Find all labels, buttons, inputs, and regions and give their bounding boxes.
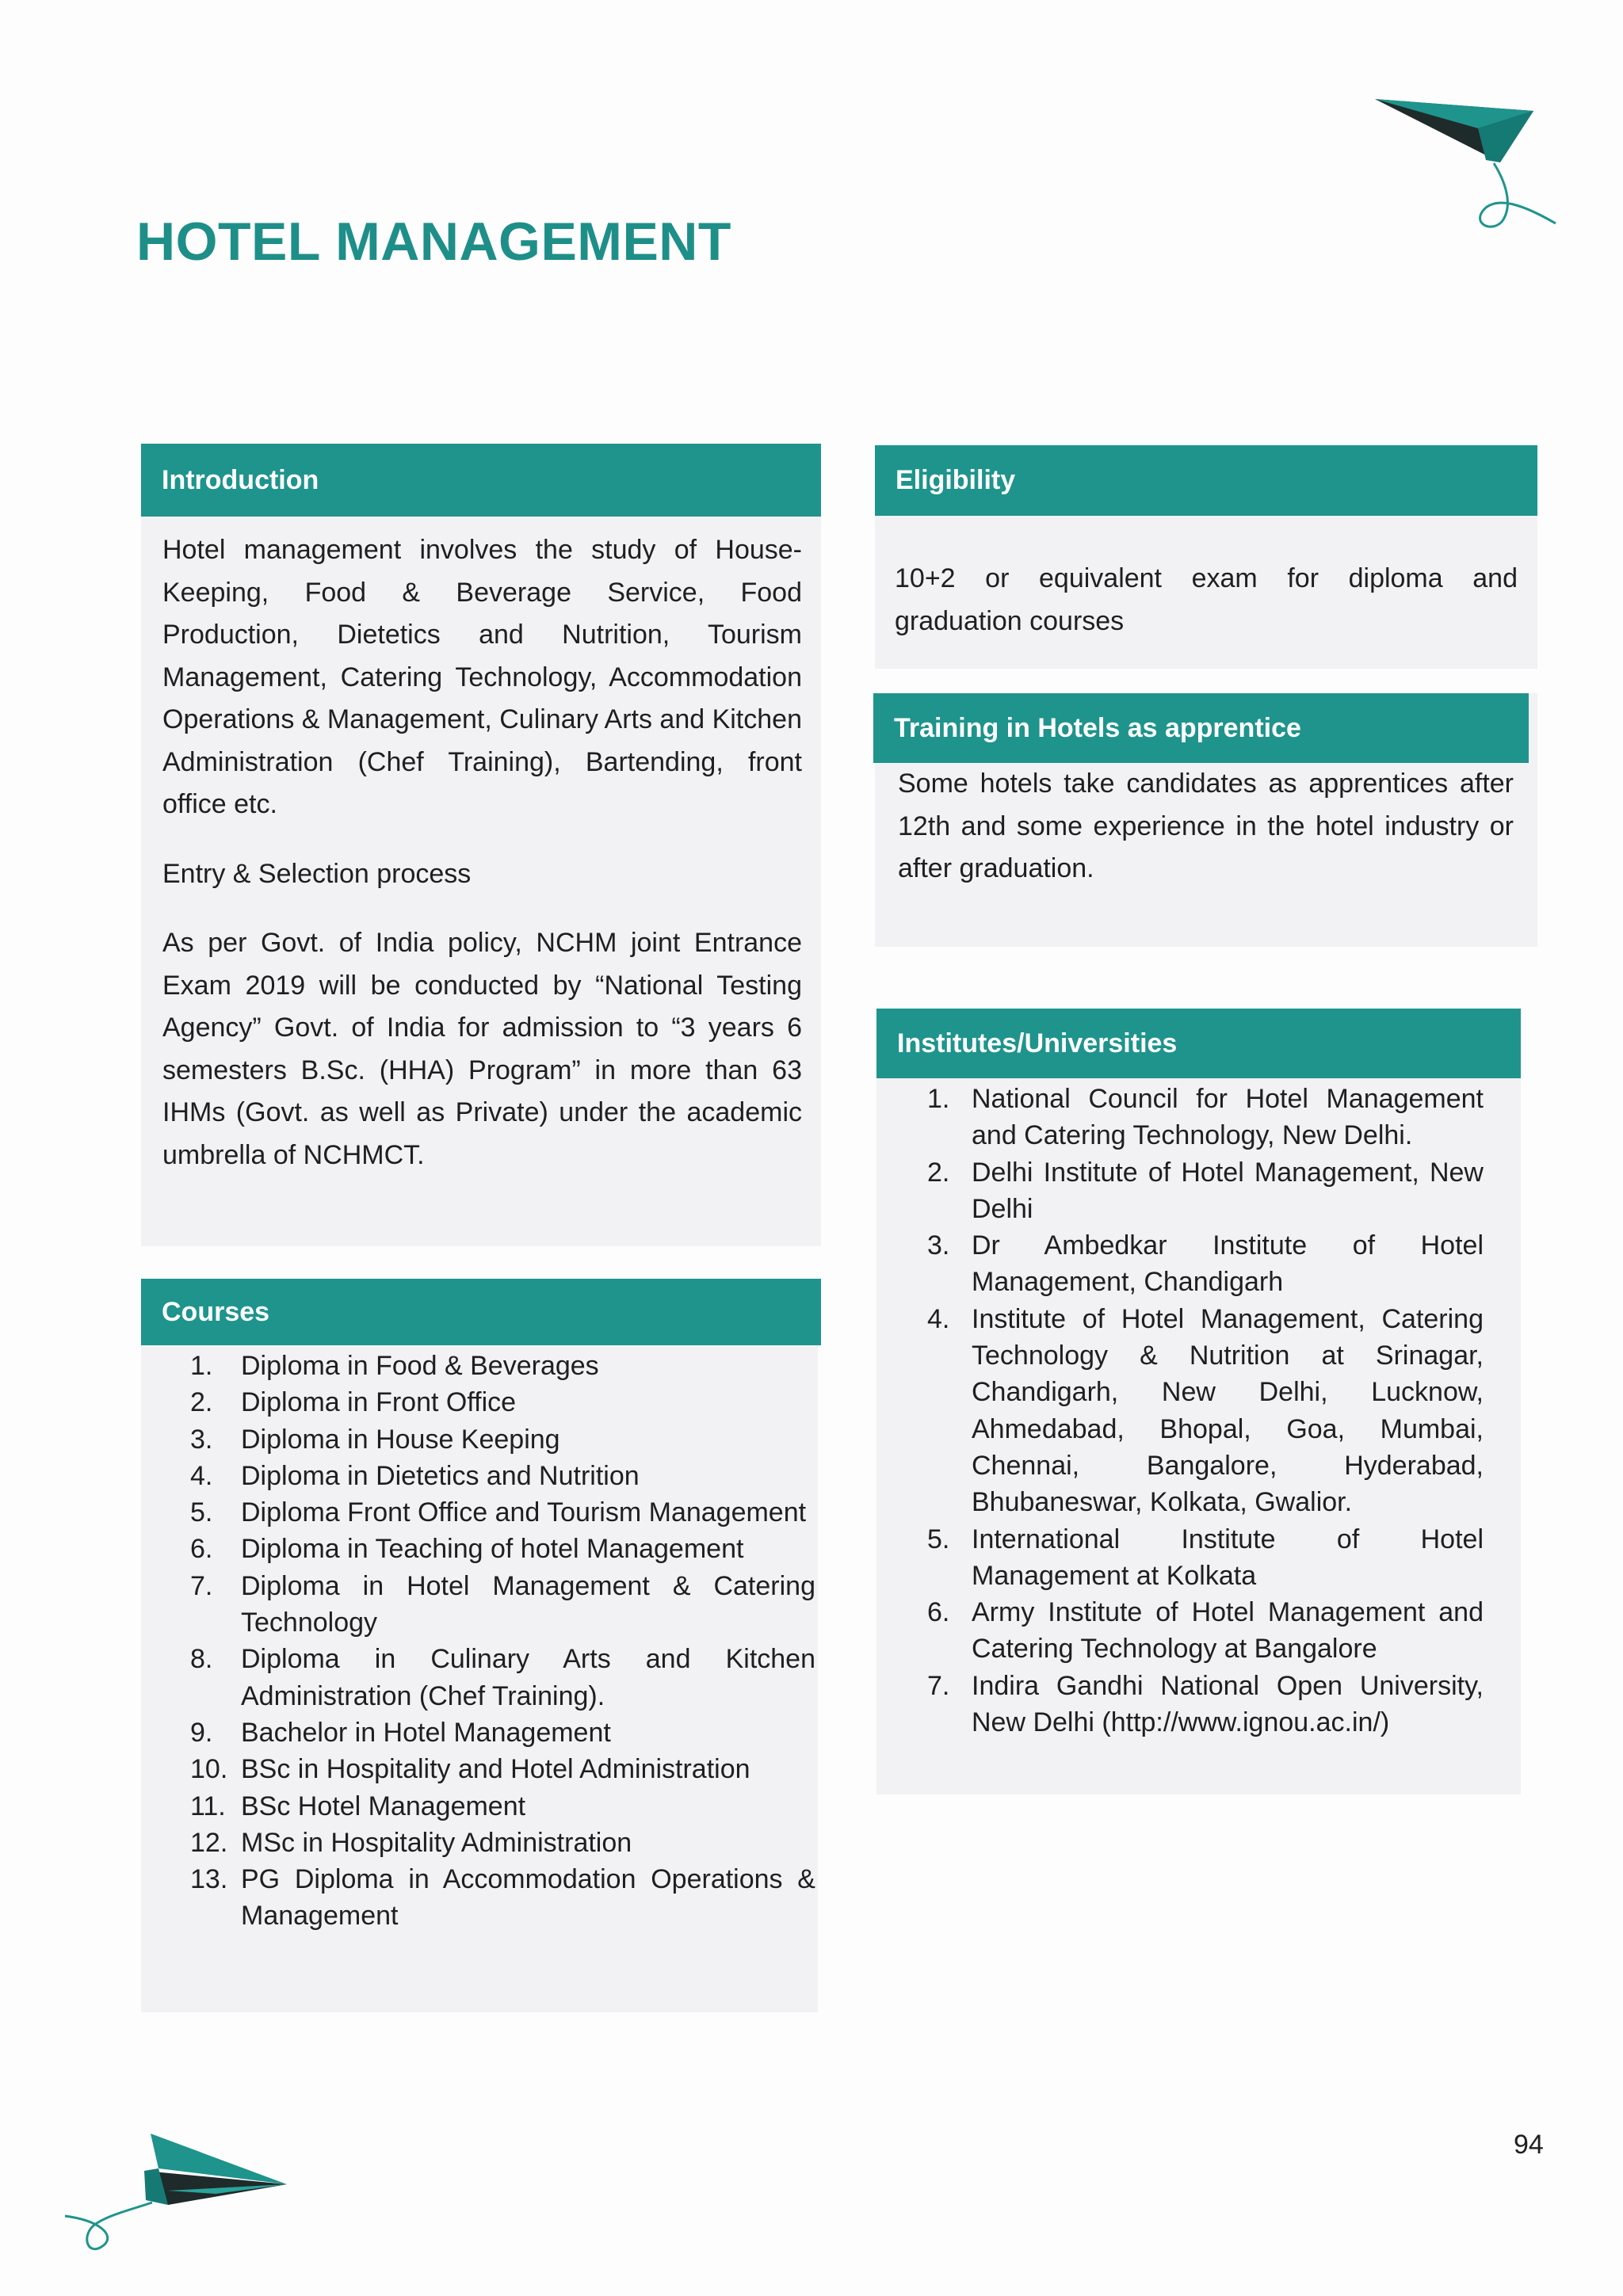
list-item <box>927 1594 1484 1668</box>
list-item <box>927 1521 1484 1595</box>
list-item-number: 4. <box>190 1460 213 1491</box>
institutes-header: Institutes/Universities <box>876 1009 1521 1078</box>
list-item-text: International Institute of Hotel Management at Kolkata <box>972 1524 1484 1591</box>
institutes-list <box>927 1081 1484 1741</box>
list-item-text: Dr Ambedkar Institute of Hotel Management, Chandigarh <box>972 1230 1484 1298</box>
list-item <box>927 1301 1484 1521</box>
list-item-text: Bachelor in Hotel Management <box>241 1717 611 1748</box>
list-item <box>927 1668 1484 1741</box>
list-item-number: 3. <box>190 1424 213 1455</box>
list-item-number: 13. <box>190 1864 228 1895</box>
list-item-text: BSc Hotel Management <box>241 1791 526 1821</box>
list-item-number: 9. <box>190 1717 213 1748</box>
list-item-number: 8. <box>190 1644 213 1675</box>
list-item <box>190 1861 815 1935</box>
list-item-number: 4. <box>927 1303 950 1334</box>
introduction-header: Introduction <box>141 444 821 517</box>
list-item <box>927 1227 1484 1301</box>
page-title: HOTEL MANAGEMENT <box>136 212 731 272</box>
list-item-text: Diploma in Culinary Arts and Kitchen Administration (Chef Training). <box>241 1644 815 1711</box>
list-item-number: 2. <box>927 1157 950 1188</box>
list-item <box>927 1154 1484 1228</box>
list-item-text: Diploma in House Keeping <box>241 1424 560 1455</box>
list-item-number: 11. <box>190 1791 226 1821</box>
list-item-text: BSc in Hospitality and Hotel Administration <box>241 1754 750 1785</box>
list-item-number: 5. <box>927 1524 950 1554</box>
eligibility-header: Eligibility <box>875 445 1537 516</box>
list-item-number: 12. <box>190 1827 228 1858</box>
entry-selection-heading: Entry & Selection process <box>162 858 472 889</box>
list-item-text: Diploma in Hotel Management & Catering Technology <box>241 1570 815 1638</box>
list-item-text: Delhi Institute of Hotel Management, New Delhi <box>972 1157 1484 1224</box>
training-header: Training in Hotels as apprentice <box>873 693 1529 763</box>
list-item <box>190 1494 815 1531</box>
list-item-text: Diploma in Dietetics and Nutrition <box>241 1460 640 1491</box>
list-item <box>190 1568 815 1642</box>
list-item <box>190 1825 815 1861</box>
courses-header: Courses <box>141 1279 821 1345</box>
list-item-number: 7. <box>927 1670 950 1701</box>
list-item-number: 1. <box>190 1351 213 1381</box>
list-item <box>190 1458 815 1494</box>
introduction-paragraph: Hotel management involves the study of House-Keeping, Food & Beverage Service, Food Production, Dietetics and Nutrition, Tourism Management, Catering Technology, Accommodation Operations & Management, Culinary Arts and Kitchen Administration (Chef Training), Bartending, front office etc. <box>162 535 802 819</box>
list-item <box>190 1714 815 1751</box>
list-item <box>190 1531 815 1567</box>
list-item-text: Institute of Hotel Management, Catering Technology & Nutrition at Srinagar, Chandigarh, New Delhi, Lucknow, Ahmedabad, Bhopal, Goa, Mumbai, Chennai, Bangalore, Hyderabad, Bhubaneswar, Kolkata, Gwalior. <box>972 1303 1484 1518</box>
list-item <box>190 1641 815 1714</box>
paper-plane-icon <box>1367 87 1573 238</box>
list-item-text: National Council for Hotel Management and Catering Technology, New Delhi. <box>972 1084 1484 1151</box>
list-item <box>927 1081 1484 1154</box>
list-item-number: 1. <box>927 1084 950 1114</box>
list-item-text: Diploma in Front Office <box>241 1387 517 1418</box>
list-item-text: Diploma in Food & Beverages <box>241 1351 599 1381</box>
list-item-text: MSc in Hospitality Administration <box>241 1827 632 1858</box>
training-text: Some hotels take candidates as apprentices after 12th and some experience in the hotel industry or after graduation. <box>898 769 1514 883</box>
list-item <box>190 1348 815 1384</box>
list-item-number: 3. <box>927 1230 950 1261</box>
list-item-text: Diploma in Teaching of hotel Management <box>241 1534 744 1565</box>
list-item <box>190 1421 815 1458</box>
list-item <box>190 1751 815 1787</box>
page-number: 94 <box>1514 2130 1544 2160</box>
list-item <box>190 1384 815 1421</box>
eligibility-text: 10+2 or equivalent exam for diploma and graduation courses <box>895 563 1518 636</box>
list-item-number: 5. <box>190 1497 213 1528</box>
list-item-number: 6. <box>190 1534 213 1565</box>
list-item-number: 10. <box>190 1754 228 1785</box>
list-item-text: Diploma Front Office and Tourism Management <box>241 1497 807 1528</box>
list-item-text: Army Institute of Hotel Management and Catering Technology at Bangalore <box>972 1597 1484 1665</box>
introduction-paragraph: As per Govt. of India policy, NCHM joint Entrance Exam 2019 will be conducted by “National Testing Agency” Govt. of India for admission to “3 years 6 semesters B.Sc. (HHA) Program” in more than 63 IHMs (Govt. as well as Private) under the academic umbrella of NCHMCT. <box>162 928 802 1170</box>
list-item-text: Indira Gandhi National Open University, New Delhi (http://www.ignou.ac.in/) <box>972 1670 1484 1738</box>
courses-list <box>190 1348 815 1935</box>
list-item <box>190 1788 815 1825</box>
list-item-number: 2. <box>190 1387 213 1418</box>
list-item-number: 7. <box>190 1570 213 1601</box>
list-item-text: PG Diploma in Accommodation Operations & Management <box>241 1864 815 1932</box>
paper-plane-icon <box>57 2127 295 2270</box>
introduction-text <box>162 529 802 1203</box>
list-item-number: 6. <box>927 1597 950 1628</box>
